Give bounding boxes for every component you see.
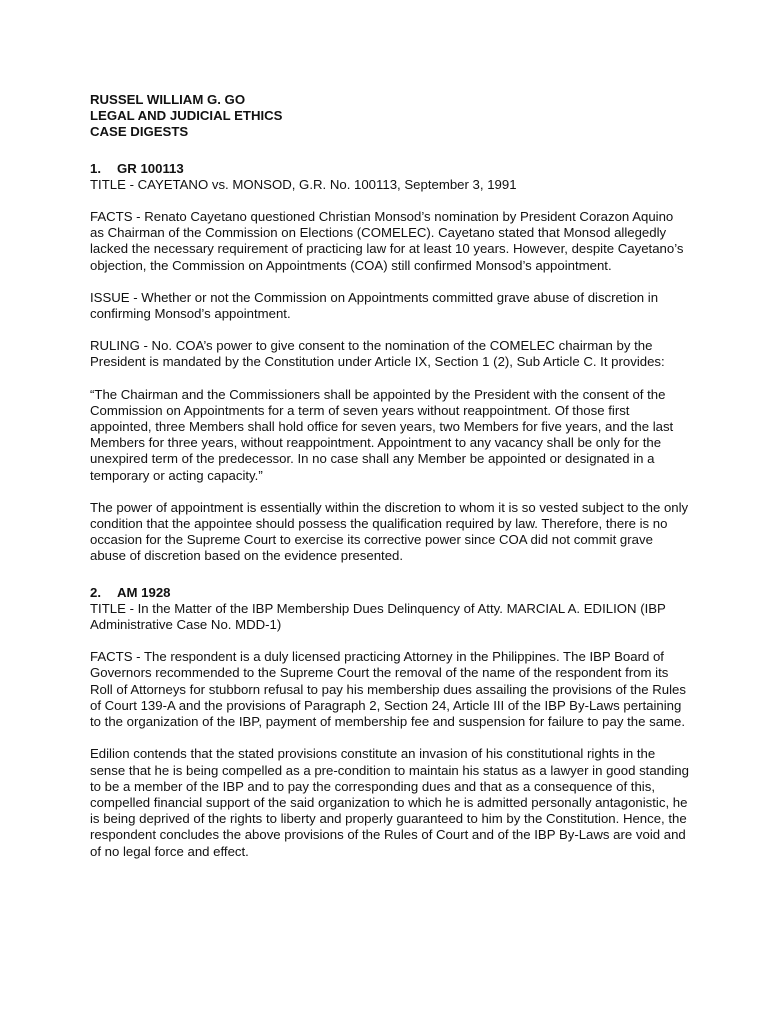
document-page xyxy=(90,92,690,860)
case-section xyxy=(90,161,690,565)
author-name: RUSSEL WILLIAM G. GO xyxy=(90,92,246,107)
case-title: TITLE - CAYETANO vs. MONSOD, G.R. No. 100113, September 3, 1991 xyxy=(90,176,517,192)
case-conclusion: The power of appointment is essentially within the discretion to whom it is so vested subject to the only condition that the appointee should possess the qualification required by law. Therefore, there is no occasion for the Supreme Court to exercise its corrective power since COA did not commit grave abuse of discretion based on the evidence presented. xyxy=(90,499,689,564)
case-facts: FACTS - The respondent is a duly licensed practicing Attorney in the Philippines. The IBP Board of Governors recommended to the Supreme Court the removal of the name of the respondent from its Roll of Attorneys for stubborn refusal to pay his membership dues assailing the provisions of the Rules of Court 139-A and the provisions of Paragraph 2, Section 24, Article III of the IBP By-Laws pertaining to the organization of the IBP, payment of membership fee and suspension for failure to pay the same. xyxy=(90,649,686,730)
case-contention: Edilion contends that the stated provisions constitute an invasion of his constitutional rights in the sense that he is being compelled as a pre-condition to maintain his status as a lawyer in good standing to be a member of the IBP and to pay the corresponding dues and that as a consequence of this, compelled financial support of the said organization to which he is admitted personally antagonistic, he is being deprived of the rights to liberty and properly guaranteed to him by the Constitution. Hence, the respondent concludes the above provisions of the Rules of Court and of the IBP By-Laws are void and of no legal force and effect. xyxy=(90,746,689,859)
case-ruling: RULING - No. COA’s power to give consent to the nomination of the COMELEC chairman by the President is mandated by the Constitution under Article IX, Section 1 (2), Sub Article C. It provides: xyxy=(90,338,665,370)
document-type: CASE DIGESTS xyxy=(90,124,189,140)
case-number: 1. xyxy=(90,160,101,176)
case-facts: FACTS - Renato Cayetano questioned Christian Monsod’s nomination by President Corazon Aquino as Chairman of the Commission on Elections (COMELEC). Cayetano stated that Monsod allegedly lacked the necessary requirement of practicing law for at least 10 years. However, despite Cayetano’s objection, the Commission on Appointments (COA) still confirmed Monsod’s appointment. xyxy=(90,209,684,273)
case-title: TITLE - In the Matter of the IBP Membership Dues Delinquency of Atty. MARCIAL A. EDILION (IBP Administrative Case No. MDD-1) xyxy=(90,600,666,633)
case-issue: ISSUE - Whether or not the Commission on Appointments committed grave abuse of discretion in confirming Monsod’s appointment. xyxy=(90,289,659,322)
case-section xyxy=(90,585,690,860)
case-quote: “The Chairman and the Commissioners shall be appointed by the President with the consent of the Commission on Appointments for a term of seven years without reappointment. Of those first appointed, three Members shall hold office for seven years, two Members for five years, and the last Members for three years, without reappointment. Appointment to any vacancy shall be only for the unexpired term of the predecessor. In no case shall any Member be appointed or designated in a temporary or acting capacity.” xyxy=(90,386,674,483)
case-heading xyxy=(90,585,690,601)
case-number: 2. xyxy=(90,584,101,600)
case-code: AM 1928 xyxy=(117,584,171,600)
document-header xyxy=(90,92,690,141)
subject-title: LEGAL AND JUDICIAL ETHICS xyxy=(90,108,283,124)
case-code: GR 100113 xyxy=(117,160,184,176)
case-heading xyxy=(90,161,690,177)
